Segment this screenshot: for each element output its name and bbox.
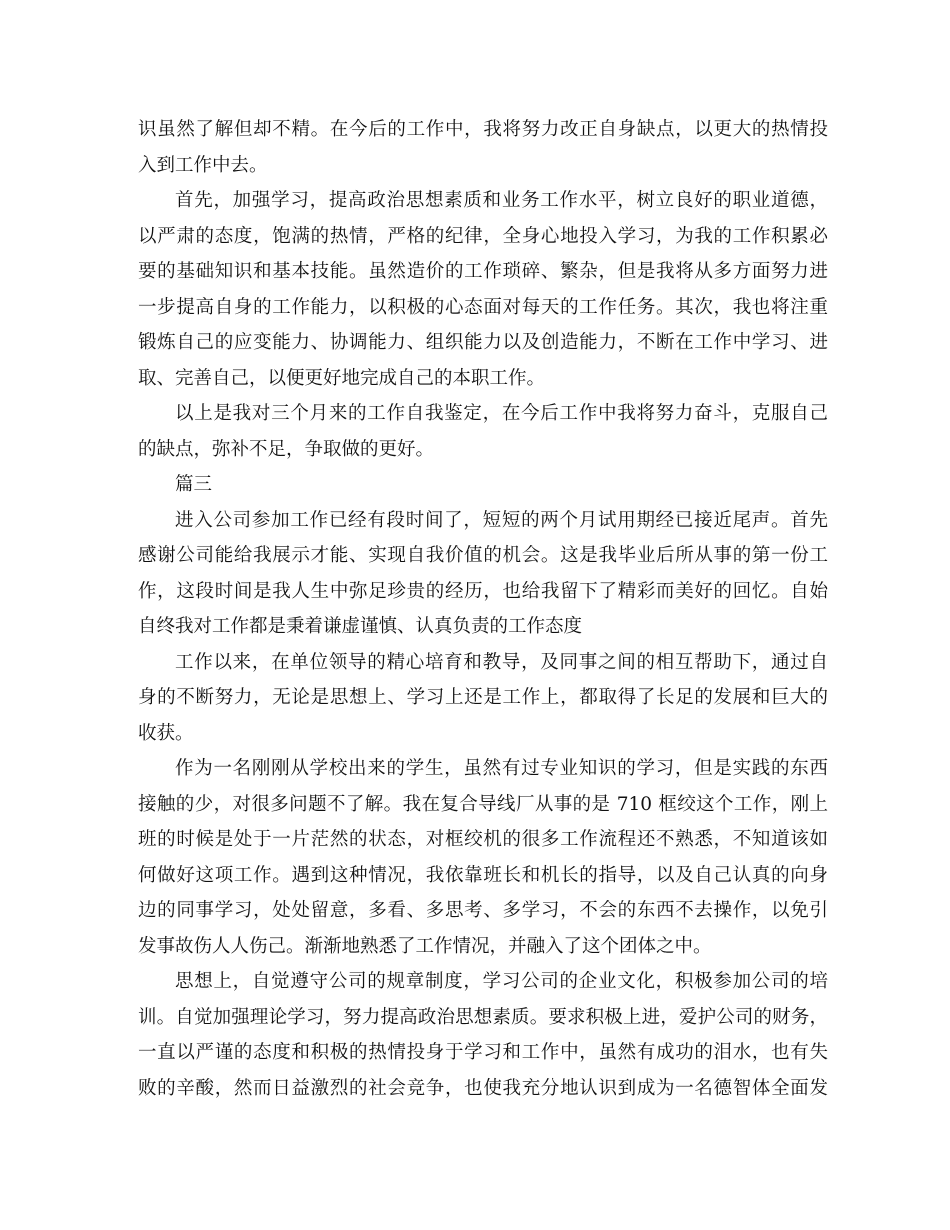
text-line: 边的同事学习，处处留意，多看、多思考、多学习，不会的东西不去操作，以免引	[138, 900, 828, 921]
text-line: 感谢公司能给我展示才能、实现自我价值的机会。这是我毕业后所从事的第一份工	[138, 545, 828, 566]
text-line: 取、完善自己，以便更好地完成自己的本职工作。	[138, 367, 546, 389]
text-line: 入到工作中去。	[138, 154, 268, 176]
text-line: 思想上，自觉遵守公司的规章制度，学习公司的企业文化，积极参加公司的培	[175, 971, 828, 992]
text-line: 篇三	[175, 474, 213, 495]
text-line: 发事故伤人人伤己。渐渐地熟悉了工作情况，并融入了这个团体之中。	[138, 935, 712, 957]
text-line: 工作以来，在单位领导的精心培育和教导，及同事之间的相互帮助下，通过自	[175, 651, 828, 673]
text-line: 何做好这项工作。遇到这种情况，我依靠班长和机长的指导，以及自己认真的向身	[138, 864, 828, 886]
text-line: 自终我对工作都是秉着谦虚谨慎、认真负责的工作态度	[138, 616, 583, 637]
text-line: 败的辛酸，然而日益激烈的社会竞争，也使我充分地认识到成为一名德智体全面发	[138, 1077, 828, 1099]
text-line: 要的基础知识和基本技能。虽然造价的工作琐碎、繁杂，但是我将从多方面努力进	[138, 261, 828, 282]
text-line: 身的不断努力，无论是思想上、学习上还是工作上，都取得了长足的发展和巨大的	[138, 687, 828, 708]
text-line: 的缺点，弥补不足，争取做的更好。	[138, 438, 435, 460]
text-line: 锻炼自己的应变能力、协调能力、组织能力以及创造能力，不断在工作中学习、进	[138, 332, 828, 353]
text-line: 首先，加强学习，提高政治思想素质和业务工作水平，树立良好的职业道德，	[175, 190, 828, 211]
document-body-text	[138, 112, 828, 1106]
text-line: 识虽然了解但却不精。在今后的工作中，我将努力改正自身缺点，以更大的热情投	[138, 119, 828, 140]
text-line: 班的时候是处于一片茫然的状态，对框绞机的很多工作流程还不熟悉，不知道该如	[138, 829, 828, 850]
text-line: 以严肃的态度，饱满的热情，严格的纪律，全身心地投入学习，为我的工作积累必	[138, 225, 828, 247]
text-line: 一步提高自身的工作能力，以积极的心态面对每天的工作任务。其次，我也将注重	[138, 296, 828, 318]
text-line: 作为一名刚刚从学校出来的学生，虽然有过专业知识的学习，但是实践的东西	[175, 758, 828, 779]
text-line: 作，这段时间是我人生中弥足珍贵的经历，也给我留下了精彩而美好的回忆。自始	[138, 580, 828, 602]
text-line: 一直以严谨的态度和积极的热情投身于学习和工作中，虽然有成功的泪水，也有失	[138, 1042, 828, 1063]
text-line: 收获。	[138, 722, 194, 744]
text-line: 训。自觉加强理论学习，努力提高政治思想素质。要求积极上进，爱护公司的财务，	[138, 1006, 828, 1028]
text-line: 接触的少，对很多问题不了解。我在复合导线厂从事的是 710 框绞这个工作，刚上	[138, 793, 828, 815]
text-line: 进入公司参加工作已经有段时间了，短短的两个月试用期经已接近尾声。首先	[175, 509, 828, 531]
text-line: 以上是我对三个月来的工作自我鉴定，在今后工作中我将努力奋斗，克服自己	[175, 403, 828, 424]
